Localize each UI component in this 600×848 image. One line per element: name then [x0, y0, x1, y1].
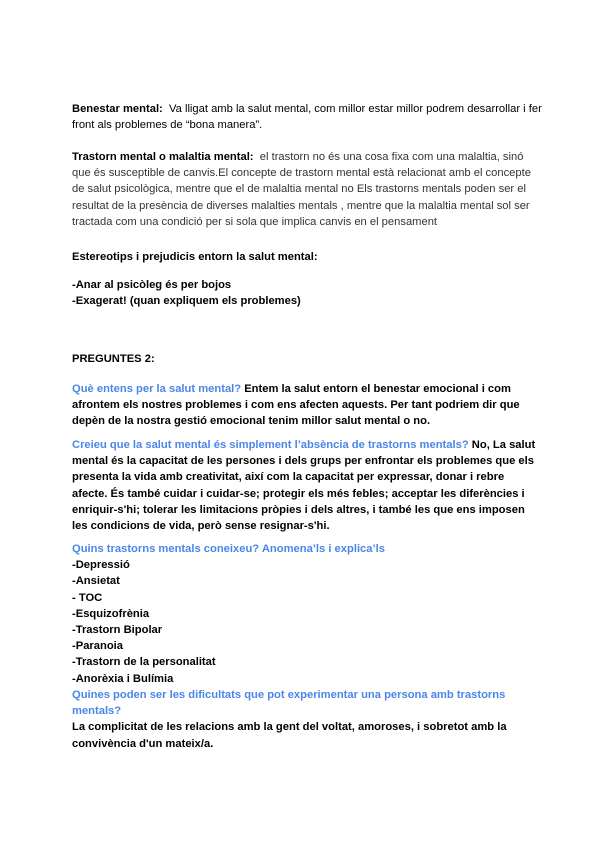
benestar-text: Va lligat amb la salut mental, com millor estar millor podrem desarrollar i fer front als problemes de “bona manera”.: [72, 103, 542, 132]
list-item: -Anorèxia i Bulímia: [72, 672, 174, 685]
q1-block: [72, 381, 542, 430]
benestar-label: Benestar mental:: [72, 103, 163, 115]
estereotip-item: -Exagerat! (quan expliquem els problemes): [72, 295, 301, 308]
list-item: -Trastorn de la personalitat: [72, 656, 216, 669]
trastorn-text: el trastorn no és una cosa fixa com una malaltia, sinó que és susceptible de canvis.El concepte de trastorn mental està relacionat amb el concepte de salut psicològica, mentre que el de malaltia mental no Els trastorns mentals poden ser el resultat de la presència de diverses malalties mentals , mentre que la malaltia mental sol ser tractada com una condició per si sola que implica canvis en el pensament: [72, 151, 531, 228]
q4-block: [72, 687, 542, 752]
q4-question: Quines poden ser les dificultats que pot experimentar una persona amb trastorns mentals?: [72, 689, 506, 718]
list-item: - TOC: [72, 591, 103, 604]
benestar-paragraph: [72, 101, 542, 133]
list-item: -Depressió: [72, 559, 130, 572]
list-item: -Ansietat: [72, 575, 120, 588]
list-item: -Esquizofrènia: [72, 607, 150, 620]
q2-answer: No, La salut mental és la capacitat de les persones i dels grups per enfrontar els problemes que els presenta la vida amb creativitat, així com la capacitat per expressar, donar i rebre afecte. És també cuidar i cuidar-se; protegir els més febles; acceptar les diferències i enriquir-s'hi; tolerar les limitacions pròpies i dels altres, i també les que ens imposen les condicions de vida, però sense resignar-s'hi.: [72, 439, 536, 533]
estereotips-heading: Estereotips i prejudicis entorn la salut mental:: [72, 251, 318, 263]
preguntes-heading: PREGUNTES 2:: [72, 353, 155, 365]
q3-question: Quins trastorns mentals coneixeu? Anomena’ls i explica’ls: [72, 543, 385, 555]
trastorn-label: Trastorn mental o malaltia mental:: [72, 151, 254, 163]
q2-question: Creieu que la salut mental és simplement l’absència de trastorns mentals?: [72, 439, 469, 451]
trastorns-list: [72, 557, 542, 687]
trastorn-paragraph: [72, 149, 542, 230]
list-item: -Trastorn Bipolar: [72, 624, 163, 637]
q1-question: Què entens per la salut mental?: [72, 383, 242, 395]
q1-answer: Entem la salut entorn el benestar emocional i com afrontem els nostres problemes i com ens afecten aquests. Per tant podriem dir que depèn de la nostra gestió emocional tenim millor salut mental o no.: [72, 383, 520, 428]
q2-block: [72, 437, 542, 534]
list-item: -Paranoia: [72, 640, 123, 653]
estereotip-item: -Anar al psicòleg és per bojos: [72, 279, 232, 292]
estereotips-section: [72, 249, 542, 310]
q4-answer: La complicitat de les relacions amb la gent del voltat, amoroses, i sobretot amb la convivència d'un mateix/a.: [72, 721, 507, 750]
q3-block: [72, 541, 542, 687]
